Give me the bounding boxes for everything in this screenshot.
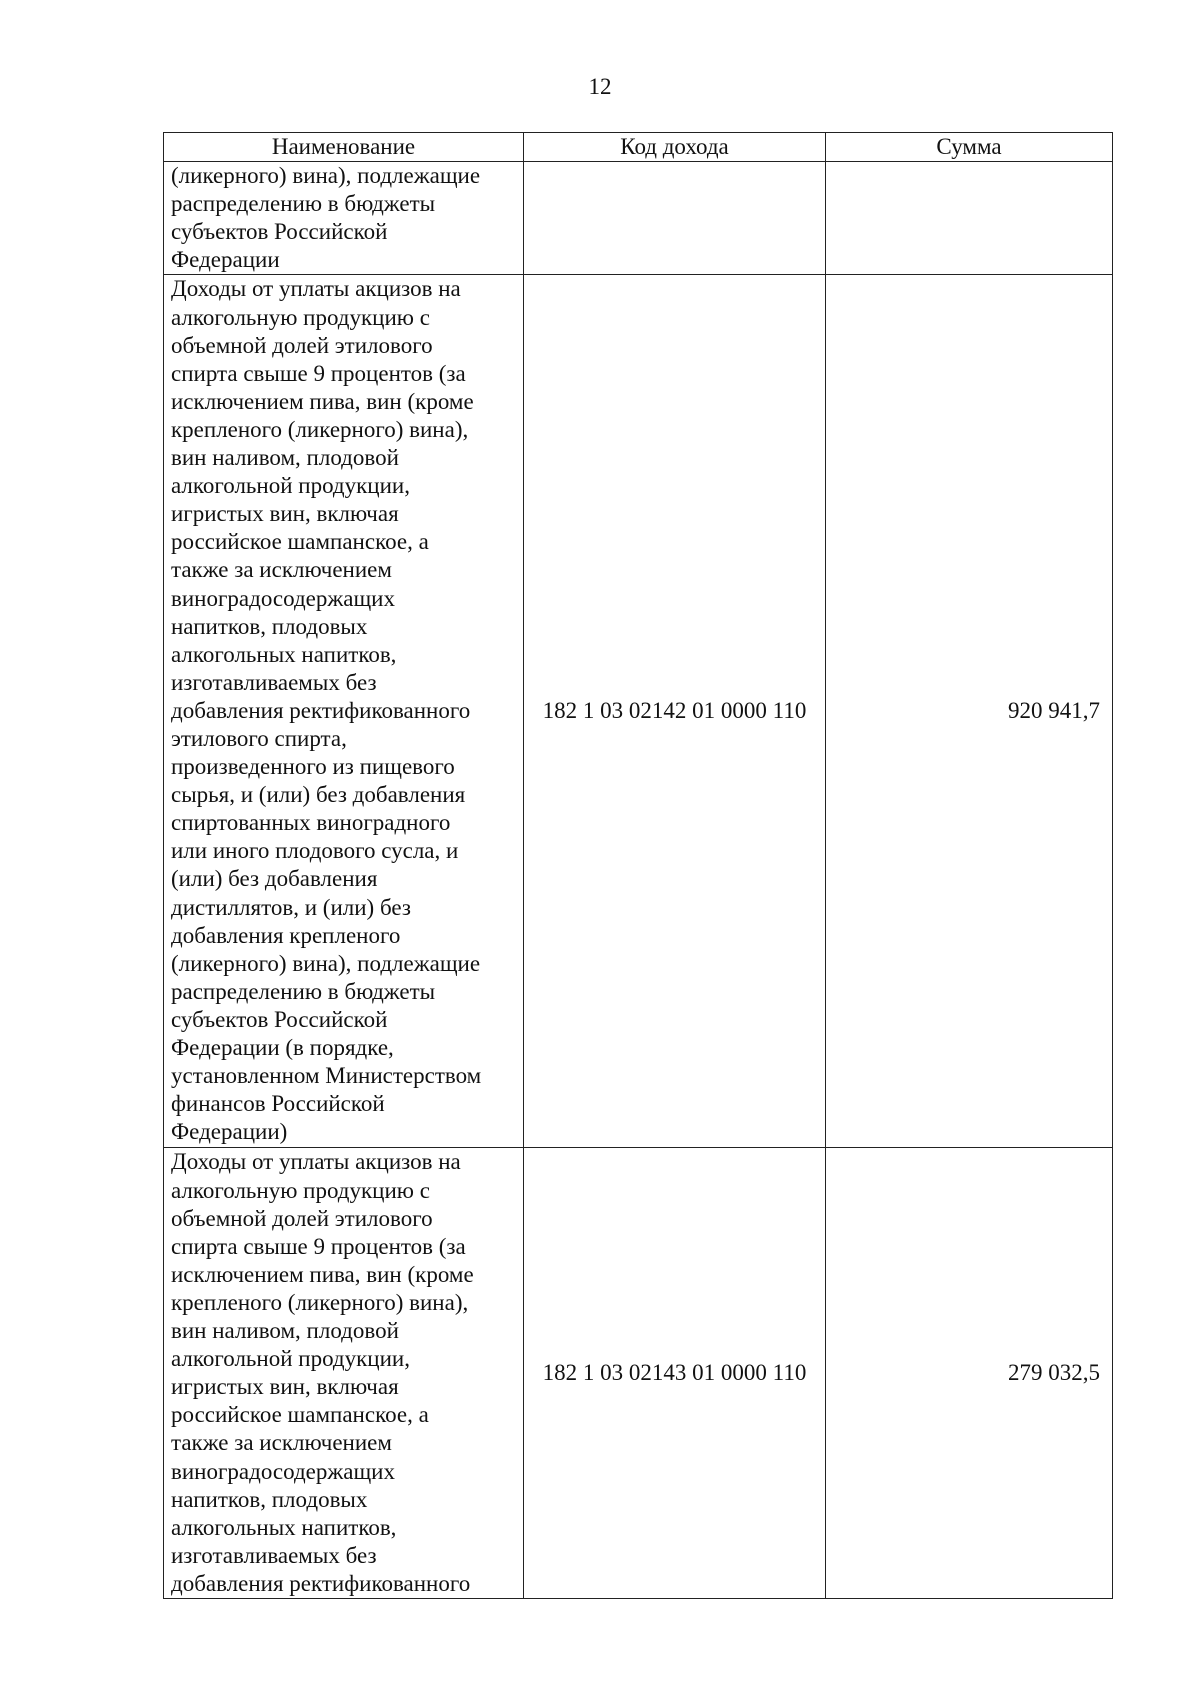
- header-code: Код дохода: [524, 133, 826, 162]
- table-row: [164, 275, 1113, 1148]
- row-name: (ликерного) вина), подлежащие распределению в бюджеты субъектов Российской Федерации: [164, 162, 524, 275]
- row-code: 182 1 03 02142 01 0000 110: [524, 275, 826, 1148]
- row-sum: [826, 162, 1113, 275]
- revenue-table: [163, 132, 1113, 1599]
- row-name: Доходы от уплаты акцизов на алкогольную продукцию с объемной долей этилового спирта свыше 9 процентов (за исключением пива, вин (кроме крепленого (ликерного) вина), вин наливом, плодовой алкогольной продукции, игристых вин, включая российское шампанское, а также за исключением виноградосодержащих напитков, плодовых алкогольных напитков, изготавливаемых без добавления ректификованного этилового спирта, произведенного из пищевого сырья, и (или) без добавления спиртованных виноградного или иного плодового сусла, и (или) без добавления дистиллятов, и (или) без добавления крепленого (ликерного) вина), подлежащие распределению в бюджеты субъектов Российской Федерации (в порядке, установленном Министерством финансов Российской Федерации): [164, 275, 524, 1148]
- table-header-row: [164, 133, 1113, 162]
- header-name: Наименование: [164, 133, 524, 162]
- page-number: 12: [588, 74, 612, 99]
- header-sum: Сумма: [826, 133, 1113, 162]
- row-sum: 279 032,5: [826, 1148, 1113, 1599]
- table-row: [164, 162, 1113, 275]
- row-sum: 920 941,7: [826, 275, 1113, 1148]
- row-name: Доходы от уплаты акцизов на алкогольную продукцию с объемной долей этилового спирта свыше 9 процентов (за исключением пива, вин (кроме крепленого (ликерного) вина), вин наливом, плодовой алкогольной продукции, игристых вин, включая российское шампанское, а также за исключением виноградосодержащих напитков, плодовых алкогольных напитков, изготавливаемых без добавления ректификованного: [164, 1148, 524, 1599]
- row-code: 182 1 03 02143 01 0000 110: [524, 1148, 826, 1599]
- row-code: [524, 162, 826, 275]
- table-row: [164, 1148, 1113, 1599]
